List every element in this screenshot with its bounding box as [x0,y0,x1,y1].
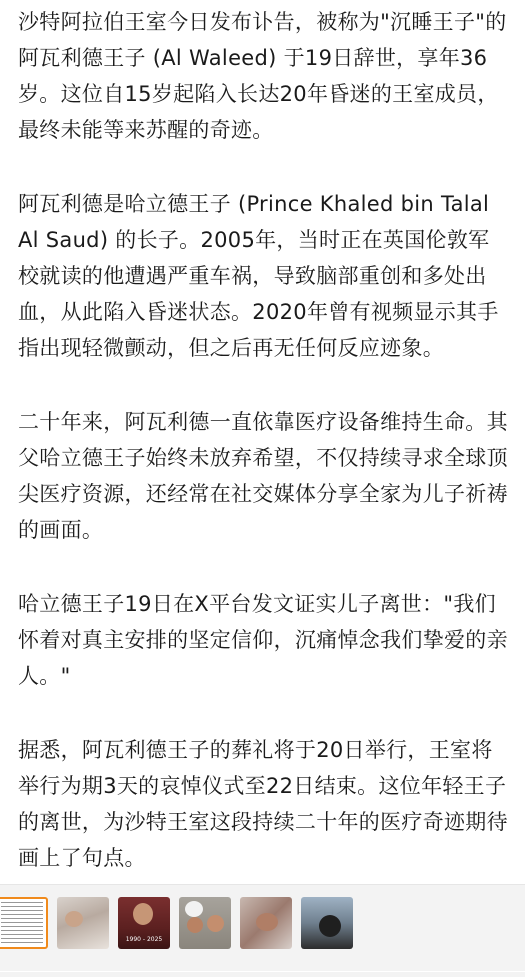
portrait-photo-thumbnail-icon [133,903,153,925]
article-paragraph: 阿瓦利德是哈立德王子 (Prince Khaled bin Talal Al Saud) 的长子。2005年，当时正在英国伦敦军校就读的他遭遇严重车祸，导致脑部重创和多处出血，从此陷入昏迷状态。2020年曾有视频显示其手指出现轻微颤动，但之后再无任何反应迹象。 [18,192,499,360]
article-paragraph: 哈立德王子19日在X平台发文证实儿子离世："我们怀着对真主安排的坚定信仰，沉痛悼念我们挚爱的亲人。" [18,592,508,688]
thumbnail-hospital-photo[interactable] [57,897,109,949]
thumbnail-portrait-photo[interactable] [118,897,170,949]
bottom-edge [0,972,525,977]
patient-photo-thumbnail-icon [256,913,278,931]
thumbnail-document[interactable] [0,897,48,949]
thumbnail-caption: 1990 - 2025 [125,936,163,943]
article-body [18,4,510,914]
thumbnail-bedside-photo[interactable] [301,897,353,949]
headdress-shape [185,901,203,917]
thumbnail-family-photo[interactable] [179,897,231,949]
article-paragraph: 据悉，阿瓦利德王子的葬礼将于20日举行，王室将举行为期3天的哀悼仪式至22日结束。这位年轻王子的离世，为沙特王室这段持续二十年的医疗奇迹期待画上了句点。 [18,738,508,870]
family-photo-thumbnail-icon [187,917,203,933]
image-thumbnail-strip [0,884,525,971]
article-paragraph: 沙特阿拉伯王室今日发布讣告，被称为"沉睡王子"的阿瓦利德王子 (Al Waleed) 于19日辞世，享年36岁。这位自15岁起陷入长达20年昏迷的王室成员，最终未能等来苏醒的奇迹。 [18,10,507,142]
document-thumbnail-icon [1,902,43,944]
bedside-photo-thumbnail-icon [319,915,341,937]
article-paragraph: 二十年来，阿瓦利德一直依靠医疗设备维持生命。其父哈立德王子始终未放弃希望，不仅持续寻求全球顶尖医疗资源，还经常在社交媒体分享全家为儿子祈祷的画面。 [18,410,508,542]
hospital-photo-thumbnail-icon [65,911,83,927]
thumbnail-patient-photo[interactable] [240,897,292,949]
child-face-shape [207,915,224,932]
